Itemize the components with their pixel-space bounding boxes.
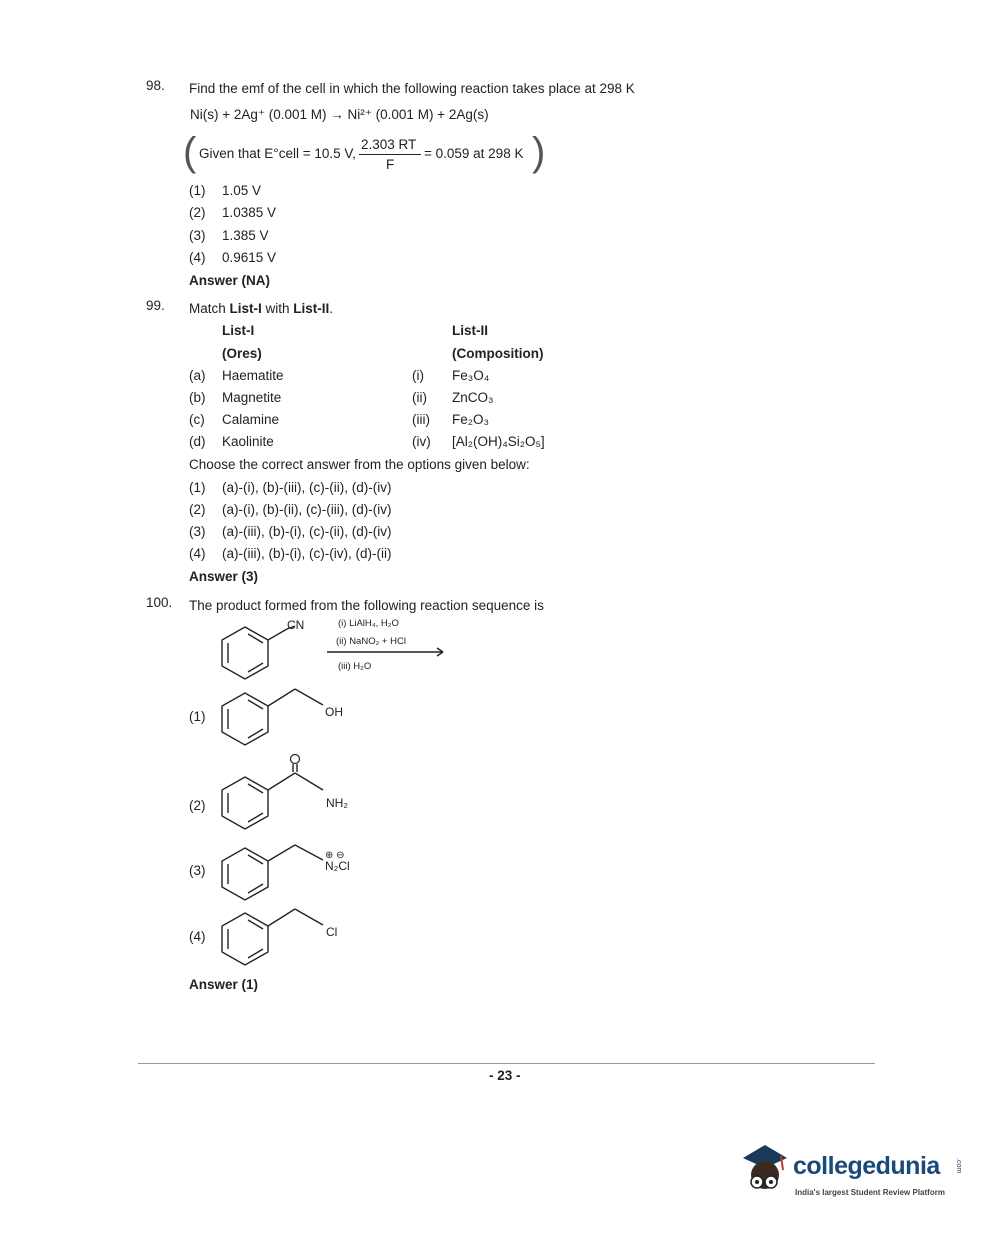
option-4-structure — [215, 905, 365, 975]
composition: ZnCO₃ — [452, 390, 494, 405]
option-label: (1) — [189, 183, 206, 198]
question-number-98: 98. — [146, 78, 165, 93]
benzene-ring — [222, 913, 268, 965]
answer-100: Answer (1) — [189, 977, 259, 992]
row-roman: (i) — [412, 368, 424, 383]
option-label: (3) — [189, 228, 206, 243]
option-text: 1.385 V — [222, 228, 269, 243]
oxygen-atom — [291, 755, 300, 764]
chain-bond — [268, 689, 295, 706]
option-text: (a)-(iii), (b)-(i), (c)-(ii), (d)-(iv) — [222, 524, 392, 539]
list-1-subheading: (Ores) — [222, 346, 262, 361]
option-label: (1) — [189, 709, 206, 724]
composition: [Al₂(OH)₄Si₂O₅] — [452, 434, 545, 449]
logo-com: .com — [955, 1158, 962, 1174]
option-label: (1) — [189, 480, 206, 495]
oh-group: OH — [325, 705, 343, 719]
footer-divider — [138, 1063, 875, 1064]
fraction-bar — [359, 154, 421, 155]
text-part: Match — [189, 301, 230, 316]
chain-bond — [295, 773, 323, 790]
list-2-subheading: (Composition) — [452, 346, 544, 361]
option-text: (a)-(i), (b)-(iii), (c)-(ii), (d)-(iv) — [222, 480, 392, 495]
option-label: (2) — [189, 502, 206, 517]
text-part: . — [329, 301, 334, 316]
text-part-bold: List-II — [293, 301, 330, 316]
left-bracket: ( — [183, 130, 197, 174]
ore-name: Haematite — [222, 368, 284, 383]
option-label: (4) — [189, 546, 206, 561]
chain-bond — [268, 845, 295, 861]
question-98-given-suffix: = 0.059 at 298 K — [424, 146, 524, 161]
option-label: (4) — [189, 250, 206, 265]
option-label: (4) — [189, 929, 206, 944]
cl-group: Cl — [326, 925, 338, 939]
ore-name: Magnetite — [222, 390, 282, 405]
row-label: (c) — [189, 412, 205, 427]
list-1-heading: List-I — [222, 323, 255, 338]
chain-bond — [295, 909, 323, 925]
reagent-3: (iii) H₂O — [338, 661, 372, 672]
question-98-given-prefix: Given that E°cell = 10.5 V, — [199, 146, 356, 161]
chain-bond — [295, 845, 323, 860]
option-label: (3) — [189, 863, 206, 878]
logo-mascot-icon — [735, 1140, 795, 1195]
option-label: (2) — [189, 798, 206, 813]
question-100-text: The product formed from the following reaction sequence is — [189, 598, 544, 613]
nh2-group: NH₂ — [326, 796, 348, 810]
cn-label: CN — [287, 618, 305, 632]
ore-name: Calamine — [222, 412, 280, 427]
right-bracket: ) — [532, 130, 546, 174]
answer-99: Answer (3) — [189, 569, 259, 584]
option-text: 0.9615 V — [222, 250, 277, 265]
row-label: (b) — [189, 390, 206, 405]
row-label: (a) — [189, 368, 206, 383]
composition: Fe₂O₃ — [452, 412, 489, 427]
question-99-text — [189, 301, 333, 316]
logo-wordmark: collegedunia — [793, 1152, 940, 1180]
logo-tagline: India's largest Student Review Platform — [795, 1188, 945, 1197]
benzene-ring — [222, 848, 268, 900]
row-roman: (ii) — [412, 390, 427, 405]
list-2-heading: List-II — [452, 323, 488, 338]
fraction-denominator: F — [386, 157, 395, 172]
question-98-text: Find the emf of the cell in which the following reaction takes place at 298 K — [189, 81, 635, 96]
composition: Fe₃O₄ — [452, 368, 490, 383]
option-label: (3) — [189, 524, 206, 539]
benzene-ring — [222, 627, 268, 679]
ore-name: Kaolinite — [222, 434, 274, 449]
option-3-structure — [215, 840, 375, 910]
text-part-bold: List-I — [229, 301, 262, 316]
reactant-structure — [215, 615, 455, 685]
fraction-numerator: 2.303 RT — [361, 137, 417, 152]
question-number-100: 100. — [146, 595, 173, 610]
row-roman: (iv) — [412, 434, 431, 449]
option-2-structure — [215, 750, 365, 835]
option-text: (a)-(iii), (b)-(i), (c)-(iv), (d)-(ii) — [222, 546, 392, 561]
diazonium-group: N₂Cl — [325, 859, 350, 873]
benzene-ring — [222, 777, 268, 829]
option-label: (2) — [189, 205, 206, 220]
option-text: 1.05 V — [222, 183, 262, 198]
reagent-2: (ii) NaNO₂ + HCl — [336, 636, 406, 647]
benzene-ring — [222, 693, 268, 745]
ch2-bond — [268, 629, 287, 640]
row-label: (d) — [189, 434, 206, 449]
reagent-1: (i) LiAlH₄, H₂O — [338, 618, 399, 629]
option-text: 1.0385 V — [222, 205, 277, 220]
chain-bond — [295, 689, 323, 705]
chain-bond — [268, 909, 295, 926]
chain-bond — [268, 773, 295, 790]
question-number-99: 99. — [146, 298, 165, 313]
text-part: with — [261, 301, 294, 316]
choose-instruction: Choose the correct answer from the options given below: — [189, 457, 530, 472]
answer-98: Answer (NA) — [189, 273, 271, 288]
question-98-reaction: Ni(s) + 2Ag⁺ (0.001 M) → Ni²⁺ (0.001 M) + 2Ag(s) — [190, 107, 489, 122]
option-text: (a)-(i), (b)-(ii), (c)-(iii), (d)-(iv) — [222, 502, 392, 517]
page-number: - 23 - — [489, 1068, 521, 1083]
row-roman: (iii) — [412, 412, 430, 427]
option-1-structure — [215, 683, 365, 753]
charge-signs: ⊕ ⊖ — [325, 850, 345, 861]
